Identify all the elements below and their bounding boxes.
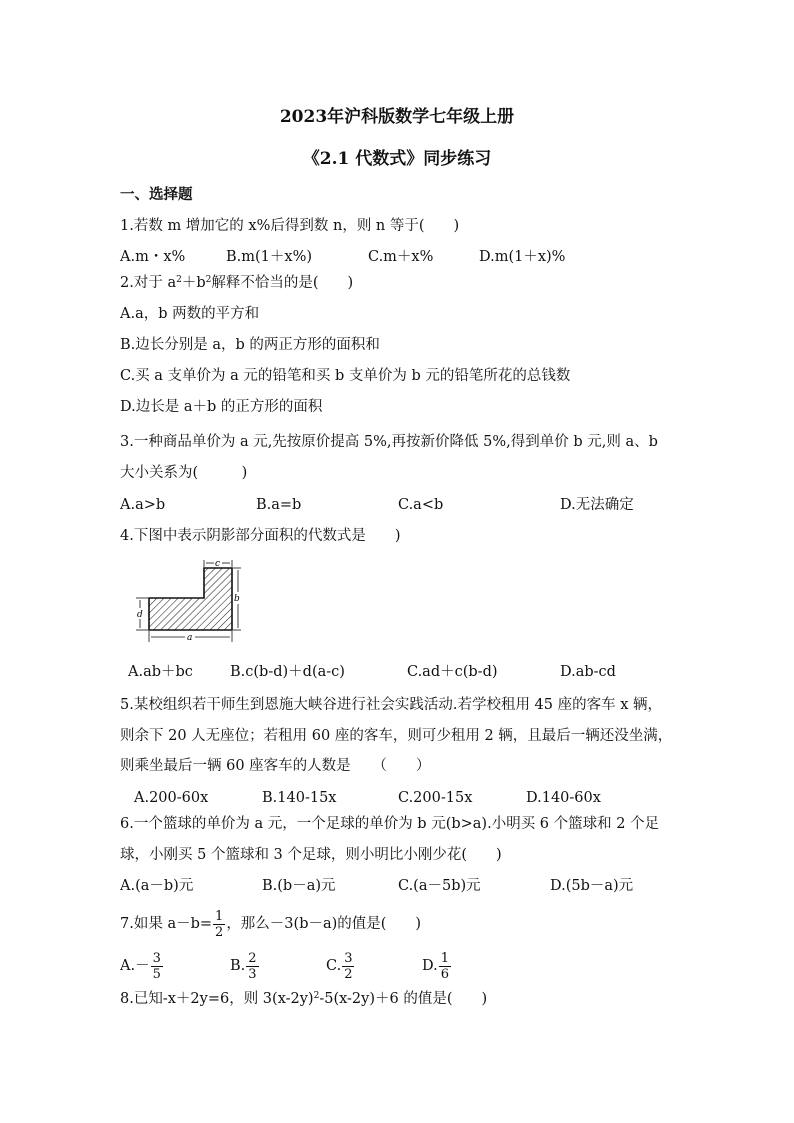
q4-option-c: C.ad＋c(b-d): [407, 664, 498, 680]
q2-stem-pre: 2.对于 a: [120, 275, 177, 291]
q7-option-d-fraction: [439, 951, 451, 982]
q5-option-d: D.140-60x: [526, 790, 601, 806]
q7-option-a-denominator: 5: [152, 966, 161, 982]
q6-option-a: A.(a－b)元: [120, 878, 194, 894]
q7-option-c-numerator: 3: [344, 950, 353, 966]
question-7-stem: [120, 908, 421, 940]
q7-option-a-numerator: 3: [152, 950, 161, 966]
q7-option-b-numerator: 2: [248, 950, 257, 966]
q1-option-b: B.m(1＋x%): [226, 249, 313, 265]
q6-option-b: B.(b－a)元: [262, 878, 336, 894]
question-3-stem-line-1: 3.一种商品单价为 a 元,先按原价提高 5%,再按新价降低 5%,得到单价 b 元,则 a、b: [120, 434, 658, 450]
q2-option-a: A.a，b 两数的平方和: [120, 306, 260, 322]
q8-stem-post: -5(x-2y)＋6 的值是( ): [319, 991, 488, 1007]
q3-option-a: A.a>b: [120, 497, 166, 513]
q2-stem-post: 解释不恰当的是( ): [211, 275, 354, 291]
question-5-stem-line-3: 则乘坐最后一辆 60 座客车的人数是 （ ）: [120, 758, 431, 774]
q7-option-c: [326, 950, 355, 982]
label-d: d: [137, 610, 143, 620]
q5-option-b: B.140-15x: [262, 790, 337, 806]
section-heading: 一、选择题: [120, 186, 193, 203]
q7-fraction-numerator: 1: [215, 908, 224, 924]
q8-stem-pre: 8.已知-x＋2y=6，则 3(x-2y): [120, 991, 314, 1007]
question-5-stem-line-2: 则余下 20 人无座位；若租用 60 座的客车，则可少租用 2 辆，且最后一辆还没坐满，: [120, 728, 673, 744]
q6-option-c: C.(a－5b)元: [398, 878, 481, 894]
q7-option-b: [230, 950, 260, 982]
question-2-stem: [120, 274, 353, 292]
q7-option-a-fraction: [151, 951, 163, 982]
q4-option-b: B.c(b-d)＋d(a-c): [230, 664, 345, 680]
document-title: 2023年沪科版数学七年级上册: [279, 107, 515, 127]
document-subtitle: 《2.1 代数式》同步练习: [302, 149, 492, 169]
shaded-region-figure: [128, 556, 256, 648]
q1-option-a: A.m・x%: [120, 249, 186, 265]
q2-sup-2: 2: [205, 275, 212, 285]
q7-option-d-numerator: 1: [440, 950, 449, 966]
q7-fraction: [213, 909, 225, 940]
label-a: a: [187, 633, 193, 643]
q7-stem-post: ，那么－3(b－a)的值是( ): [226, 916, 422, 932]
q7-option-c-fraction: [342, 951, 354, 982]
q8-sup-1: 2: [313, 991, 320, 1001]
question-4-stem: 4.下图中表示阴影部分面积的代数式是 ): [120, 528, 401, 544]
q7-stem-pre: 7.如果 a－b=: [120, 916, 213, 932]
question-5-stem-line-1: 5.某校组织若干师生到恩施大峡谷进行社会实践活动.若学校租用 45 座的客车 x 辆，: [120, 697, 663, 713]
label-c: c: [215, 559, 221, 569]
q2-option-c: C.买 a 支单价为 a 元的铅笔和买 b 支单价为 b 元的铅笔所花的总钱数: [120, 368, 571, 384]
q1-option-d: D.m(1＋x)%: [479, 249, 566, 265]
label-b: b: [234, 594, 240, 604]
q3-option-d: D.无法确定: [560, 497, 634, 513]
q4-option-d: D.ab-cd: [560, 664, 616, 680]
q7-option-d-denominator: 6: [440, 966, 449, 982]
q7-option-c-denominator: 2: [344, 966, 353, 982]
q7-fraction-denominator: 2: [215, 924, 224, 940]
q7-option-b-fraction: [246, 951, 258, 982]
q4-option-a: A.ab＋bc: [128, 664, 193, 680]
q7-option-a-label: A.－: [120, 958, 150, 974]
q7-option-d-label: D.: [422, 958, 438, 974]
q2-sup-1: 2: [176, 275, 182, 285]
question-8-stem: [120, 990, 487, 1008]
q3-option-b: B.a=b: [256, 497, 302, 513]
q7-option-b-denominator: 3: [248, 966, 257, 982]
question-1-stem: 1.若数 m 增加它的 x%后得到数 n，则 n 等于( ): [120, 218, 460, 234]
q5-option-c: C.200-15x: [398, 790, 473, 806]
q1-option-c: C.m＋x%: [368, 249, 434, 265]
q2-option-b: B.边长分别是 a，b 的两正方形的面积和: [120, 337, 380, 353]
question-6-stem-line-1: 6.一个篮球的单价为 a 元，一个足球的单价为 b 元(b>a).小明买 6 个篮球和 2 个足: [120, 816, 660, 832]
q7-option-d: [422, 950, 452, 982]
shaded-l-shape: [149, 568, 232, 630]
q2-stem-mid: ＋b: [181, 275, 206, 291]
question-6-stem-line-2: 球，小刚买 5 个篮球和 3 个足球，则小明比小刚少花( ): [120, 847, 502, 863]
q7-option-b-label: B.: [230, 958, 246, 974]
q6-option-d: D.(5b－a)元: [550, 878, 634, 894]
q2-option-d: D.边长是 a＋b 的正方形的面积: [120, 399, 323, 415]
q5-option-a: A.200-60x: [134, 790, 209, 806]
q7-option-c-label: C.: [326, 958, 342, 974]
q3-option-c: C.a<b: [398, 497, 444, 513]
question-3-stem-line-2: 大小关系为( ): [120, 465, 248, 481]
q7-option-a: [120, 950, 164, 982]
